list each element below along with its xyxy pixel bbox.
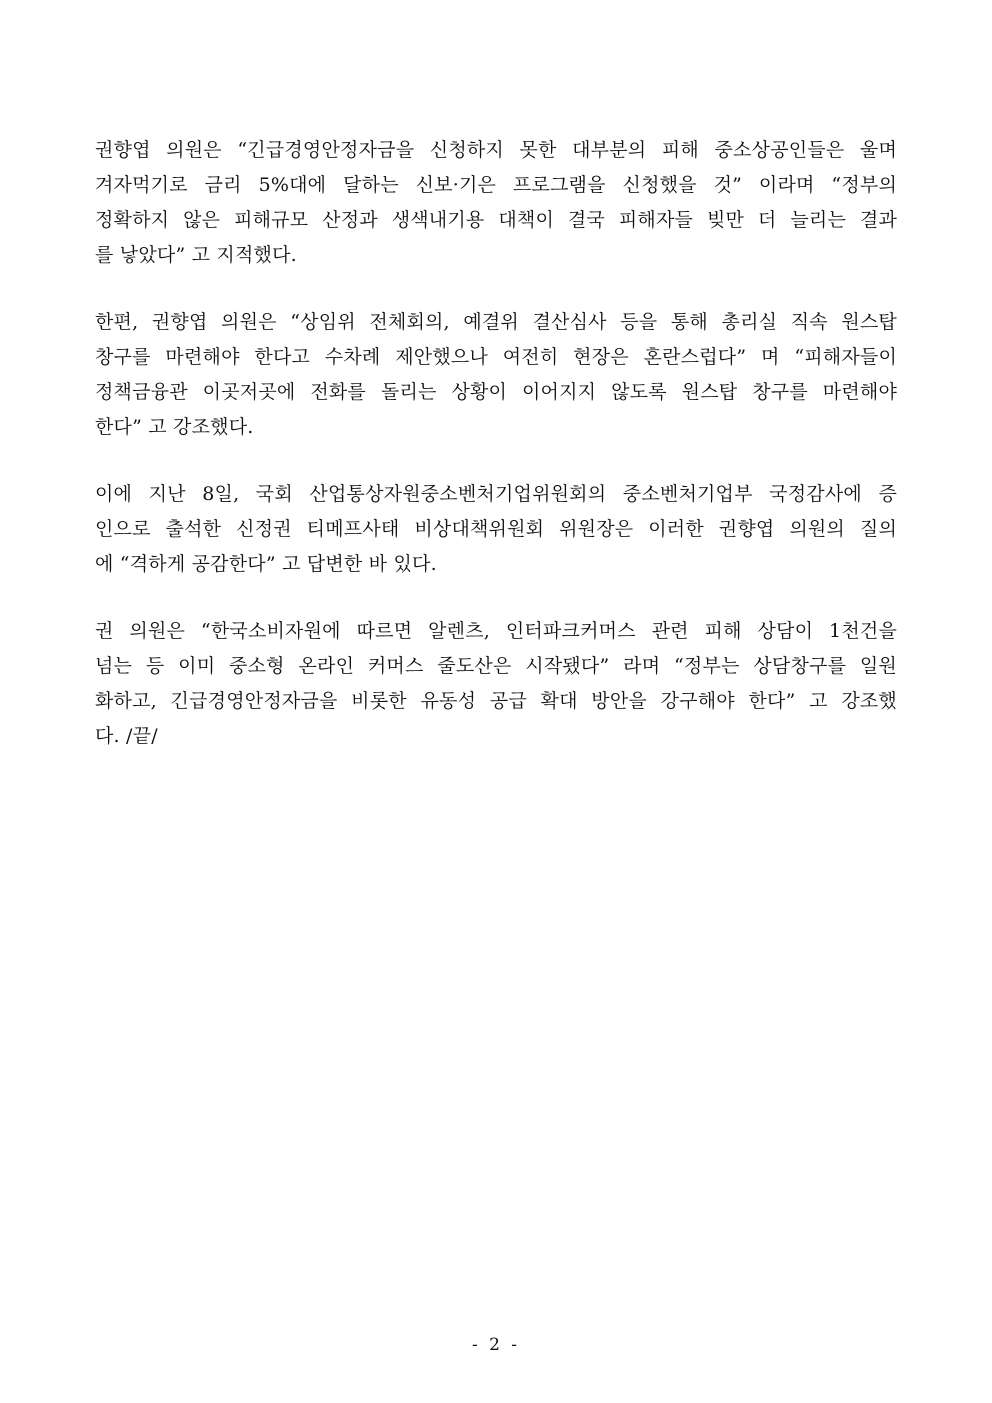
paragraph-line: 넘는 등 이미 중소형 온라인 커머스 줄도산은 시작됐다” 라며 “정부는 상담창구를 일원 xyxy=(95,655,897,677)
paragraph-line: 창구를 마련해야 한다고 수차례 제안했으나 여전히 현장은 혼란스럽다” 며 “피해자들이 xyxy=(95,346,897,368)
paragraph-line: 한다” 고 강조했다. xyxy=(95,416,254,438)
page-number: - 2 - xyxy=(471,1335,521,1355)
paragraph-4 xyxy=(95,614,897,754)
paragraph-line: 이에 지난 8일, 국회 산업통상자원중소벤처기업위원회의 중소벤처기업부 국정감사에 증 xyxy=(95,483,897,505)
paragraph-2 xyxy=(95,305,897,445)
paragraph-line: 권향엽 의원은 “긴급경영안정자금을 신청하지 못한 대부분의 피해 중소상공인들은 울며 xyxy=(95,139,897,161)
paragraph-line: 에 “격하게 공감한다” 고 답변한 바 있다. xyxy=(95,553,437,575)
document-body xyxy=(95,133,897,786)
paragraph-line: 정책금융관 이곳저곳에 전화를 돌리는 상황이 이어지지 않도록 원스탑 창구를 마련해야 xyxy=(95,381,897,403)
paragraph-line: 한편, 권향엽 의원은 “상임위 전체회의, 예결위 결산심사 등을 통해 총리실 직속 원스탑 xyxy=(95,311,897,333)
paragraph-line: 화하고, 긴급경영안정자금을 비롯한 유동성 공급 확대 방안을 강구해야 한다” 고 강조했 xyxy=(95,690,897,712)
paragraph-line: 권 의원은 “한국소비자원에 따르면 알렌츠, 인터파크커머스 관련 피해 상담이 1천건을 xyxy=(95,620,897,642)
paragraph-line: 다. /끝/ xyxy=(95,725,158,747)
paragraph-line: 를 낳았다” 고 지적했다. xyxy=(95,244,297,266)
paragraph-1 xyxy=(95,133,897,273)
paragraph-line: 겨자먹기로 금리 5%대에 달하는 신보·기은 프로그램을 신청했을 것” 이라며 “정부의 xyxy=(95,174,897,196)
paragraph-line: 정확하지 않은 피해규모 산정과 생색내기용 대책이 결국 피해자들 빚만 더 늘리는 결과 xyxy=(95,209,897,231)
paragraph-line: 인으로 출석한 신정권 티메프사태 비상대책위원회 위원장은 이러한 권향엽 의원의 질의 xyxy=(95,518,897,540)
paragraph-3 xyxy=(95,477,897,582)
